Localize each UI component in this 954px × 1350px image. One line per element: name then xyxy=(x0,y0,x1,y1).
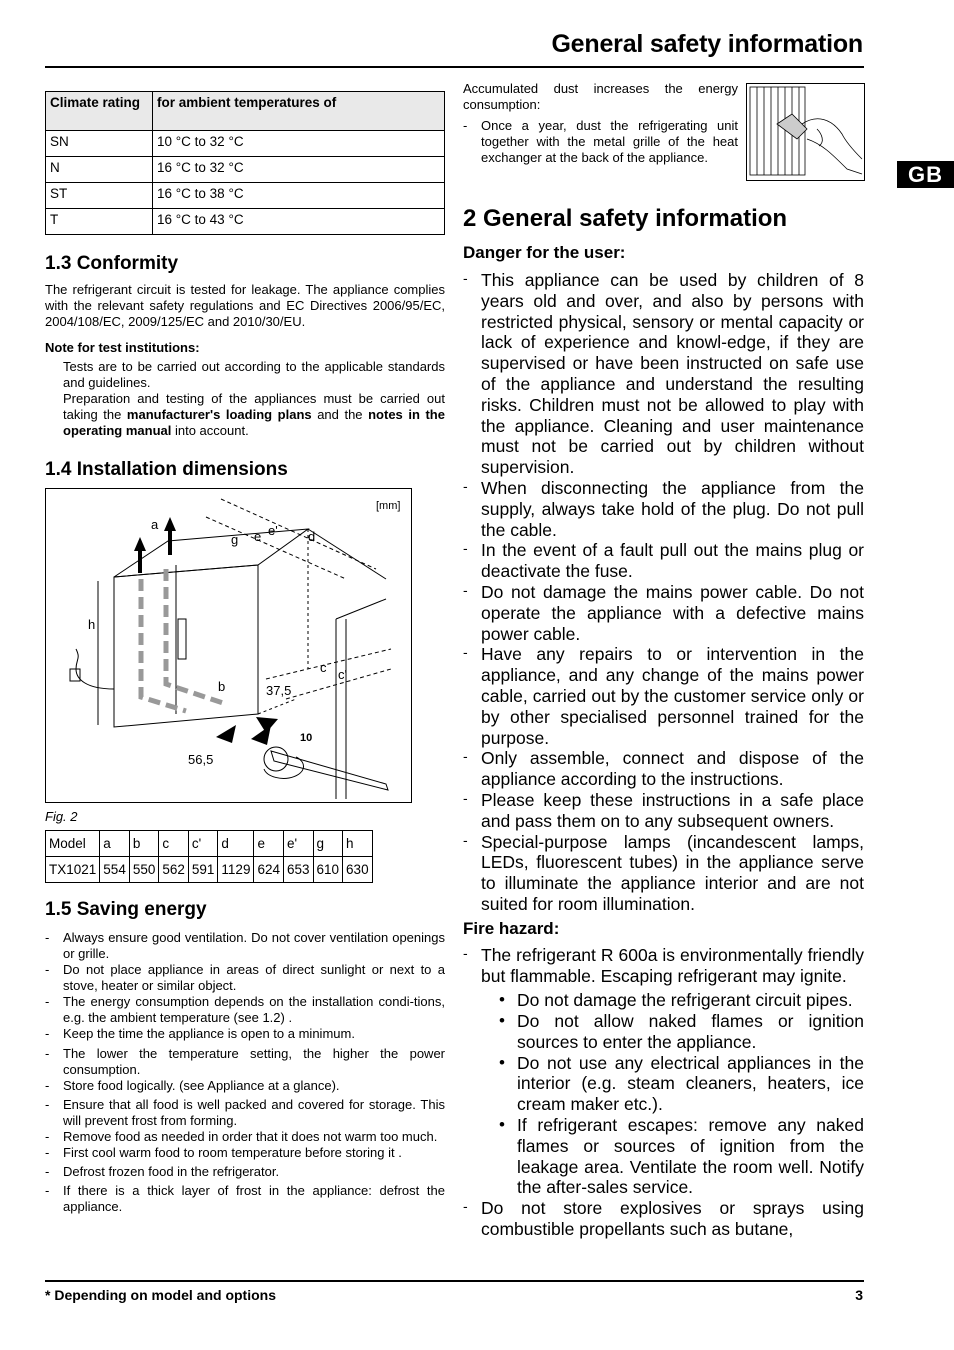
list-item: - Remove food as needed in order that it does not warm too much. xyxy=(45,1129,438,1144)
table-cell: c' xyxy=(188,831,218,857)
list-item: - Have any repairs to or intervention in the appliance, and any change of the mains power cable, carried out by the customer service only or by other specialised personnel trained for the purpose. xyxy=(463,644,864,748)
table-row xyxy=(46,183,445,209)
dust-list xyxy=(463,118,738,166)
table-cell: h xyxy=(343,831,373,857)
list-item: - This appliance can be used by children of 8 years old and over, and also by persons with restricted physical, sensory or mental capacity or lack of experience and knowl-edge, if they are supervised or have been instructed on safe use of the appliance and understand the resulting risks. Children must not be allowed to play with the appliance. Cleaning and user maintenance must not be carried out by children without supervision. xyxy=(463,270,864,478)
table-cell: 10 °C to 32 °C xyxy=(153,131,445,157)
language-tab: GB xyxy=(897,161,954,188)
list-item: - Once a year, dust the refrigerating unit together with the metal grille of the heat exchanger at the back of the appliance. xyxy=(463,118,738,165)
page-number: 3 xyxy=(855,1287,863,1303)
list-item: - Keep the time the appliance is open to a minimum. xyxy=(45,1026,355,1041)
saving-heading: 1.5 Saving energy xyxy=(45,899,207,920)
table-cell: 16 °C to 38 °C xyxy=(153,183,445,209)
list-item: - If there is a thick layer of frost in the appliance: defrost the appliance. xyxy=(45,1183,445,1214)
table-cell: a xyxy=(100,831,130,857)
dust-grille-image xyxy=(747,84,864,180)
table-cell: e xyxy=(254,831,284,857)
table-row xyxy=(46,857,373,883)
table-cell: ST xyxy=(46,183,153,209)
list-item: - Defrost frozen food in the refrigerator. xyxy=(45,1164,280,1179)
danger-heading: Danger for the user: xyxy=(463,243,626,262)
list-item: • If refrigerant escapes: remove any naked flames or sources of ignition from the leakage area. Ventilate the room well. Notify the after-sales service. xyxy=(499,1115,864,1198)
climate-header-temp: for ambient temperatures of xyxy=(153,92,445,131)
page-title: General safety information xyxy=(551,30,863,58)
list-item: - Do not place appliance in areas of direct sunlight or next to a stove, heater or similar object. xyxy=(45,962,445,993)
saving-list xyxy=(45,930,445,1215)
table-cell: 624 xyxy=(254,857,284,883)
conformity-heading: 1.3 Conformity xyxy=(45,253,179,274)
note-heading: Note for test institutions: xyxy=(45,340,200,355)
label-e: e xyxy=(254,529,262,544)
label-h: h xyxy=(88,617,96,632)
note-text-1: Tests are to be carried out according to the applicable standards and guidelines. xyxy=(63,359,445,390)
list-item: - Store food logically. (see Appliance at a glance). xyxy=(45,1078,340,1093)
table-cell: Model xyxy=(46,831,100,857)
table-cell: 1129 xyxy=(218,857,254,883)
list-item: - Special-purpose lamps (incandescent lamps, LEDs, fluorescent tubes) in the appliance serve to illuminate the appliance interior and are not suited for room illumination. xyxy=(463,831,864,914)
dust-intro: Accumulated dust increases the energy consumption: xyxy=(463,81,738,112)
list-item: - Only assemble, connect and dispose of the appliance according to the instructions. xyxy=(463,748,864,790)
table-cell: c xyxy=(159,831,189,857)
climate-header-rating: Climate rating xyxy=(46,92,153,131)
table-cell: g xyxy=(313,831,343,857)
table-cell: 16 °C to 32 °C xyxy=(153,157,445,183)
label-c: c xyxy=(320,660,327,675)
safety-heading: 2 General safety information xyxy=(463,205,788,232)
right-column xyxy=(463,78,864,1278)
table-row xyxy=(46,209,445,235)
label-g: g xyxy=(231,532,239,547)
table-cell: 591 xyxy=(188,857,218,883)
label-10: 10 xyxy=(300,732,313,744)
table-cell: T xyxy=(46,209,153,235)
table-cell: 550 xyxy=(129,857,159,883)
table-cell: d xyxy=(218,831,254,857)
table-cell: 610 xyxy=(313,857,343,883)
list-item: - Ensure that all food is well packed and covered for storage. This will prevent frost from forming. xyxy=(45,1097,445,1128)
footer-note: * Depending on model and options xyxy=(45,1287,276,1303)
table-cell: b xyxy=(129,831,159,857)
list-item: - Please keep these instructions in a safe place and pass them on to any subsequent owners. xyxy=(463,789,864,831)
list-item: - When disconnecting the appliance from the supply, always take hold of the plug. Do not pull the cable. xyxy=(463,477,864,540)
dusting-illustration xyxy=(746,83,865,181)
danger-list xyxy=(463,270,864,915)
list-item: - First cool warm food to room temperature before storing it . xyxy=(45,1145,402,1160)
left-column xyxy=(45,91,445,1215)
fire-bullets xyxy=(481,990,864,1198)
table-cell: e' xyxy=(283,831,313,857)
installation-heading: 1.4 Installation dimensions xyxy=(45,459,288,480)
list-item: • Do not use any electrical appliances in the interior (e.g. steam cleaners, heaters, ice cream maker etc.). xyxy=(499,1052,864,1115)
list-item: - Do not damage the mains power cable. Do not operate the appliance with a defective mains power cable. xyxy=(463,581,864,644)
table-cell: SN xyxy=(46,131,153,157)
table-cell: TX1021 xyxy=(46,857,100,883)
list-item: • Do not damage the refrigerant circuit pipes. xyxy=(499,990,853,1011)
label-565: 56,5 xyxy=(188,752,214,767)
table-cell: 653 xyxy=(283,857,313,883)
table-cell: 16 °C to 43 °C xyxy=(153,209,445,235)
unit-label: [mm] xyxy=(376,500,401,512)
installation-diagram xyxy=(46,489,411,802)
list-item: - Always ensure good ventilation. Do not cover ventilation openings or grille. xyxy=(45,930,445,961)
table-cell: 562 xyxy=(159,857,189,883)
label-a: a xyxy=(151,517,159,532)
label-d: d xyxy=(308,529,316,544)
climate-table xyxy=(45,91,445,235)
table-cell: N xyxy=(46,157,153,183)
table-row xyxy=(46,157,445,183)
installation-figure xyxy=(45,488,412,803)
figure-caption: Fig. 2 xyxy=(45,809,78,824)
list-item: - Do not store explosives or sprays using combustible propellants such as butane, xyxy=(463,1198,864,1240)
label-e2: e' xyxy=(268,523,278,538)
note-text-2: Preparation and testing of the appliances must be carried out taking the manufacturer's loading plans and the notes in the operating manual into account. xyxy=(63,391,445,438)
table-row xyxy=(46,831,373,857)
conformity-text: The refrigerant circuit is tested for leakage. The appliance complies with the relevant safety regulations and EC Directives 2006/95/EC, 2004/108/EC, 2009/125/EC and 2010/30/EU. xyxy=(45,282,445,329)
fire-heading: Fire hazard: xyxy=(463,918,560,938)
dimensions-table xyxy=(45,830,373,883)
label-b: b xyxy=(218,679,226,694)
list-item: - The energy consumption depends on the installation condi-tions, e.g. the ambient temperature (see 1.2) . xyxy=(45,994,445,1025)
list-item: • Do not allow naked flames or ignition sources to enter the appliance. xyxy=(499,1011,864,1052)
list-item: - The lower the temperature setting, the higher the power consumption. xyxy=(45,1046,445,1077)
list-item: - In the event of a fault pull out the mains plug or deactivate the fuse. xyxy=(463,540,864,582)
fire-list xyxy=(463,945,864,1240)
label-c2: c' xyxy=(338,667,347,682)
dust-section xyxy=(463,81,738,166)
header-rule xyxy=(45,66,864,68)
table-row xyxy=(46,131,445,157)
list-item: - The refrigerant R 600a is environmentally friendly but flammable. Escaping refrigerant may ignite. • Do not damage the refrigerant circuit pipes. • Do not allow naked flames or ignition sources to enter the appliance. • Do not use any electrical appliances in the interior (e.g. steam cleaners, heaters, ice cream maker etc.). • If refrigerant escapes: remove any naked flames or sources of ignition from the leakage area. Ventilate the room well. Notify the after-sales service. xyxy=(463,944,864,1198)
footer-rule xyxy=(45,1280,864,1282)
table-cell: 554 xyxy=(100,857,130,883)
table-cell: 630 xyxy=(343,857,373,883)
label-375: 37,5 xyxy=(266,683,292,698)
